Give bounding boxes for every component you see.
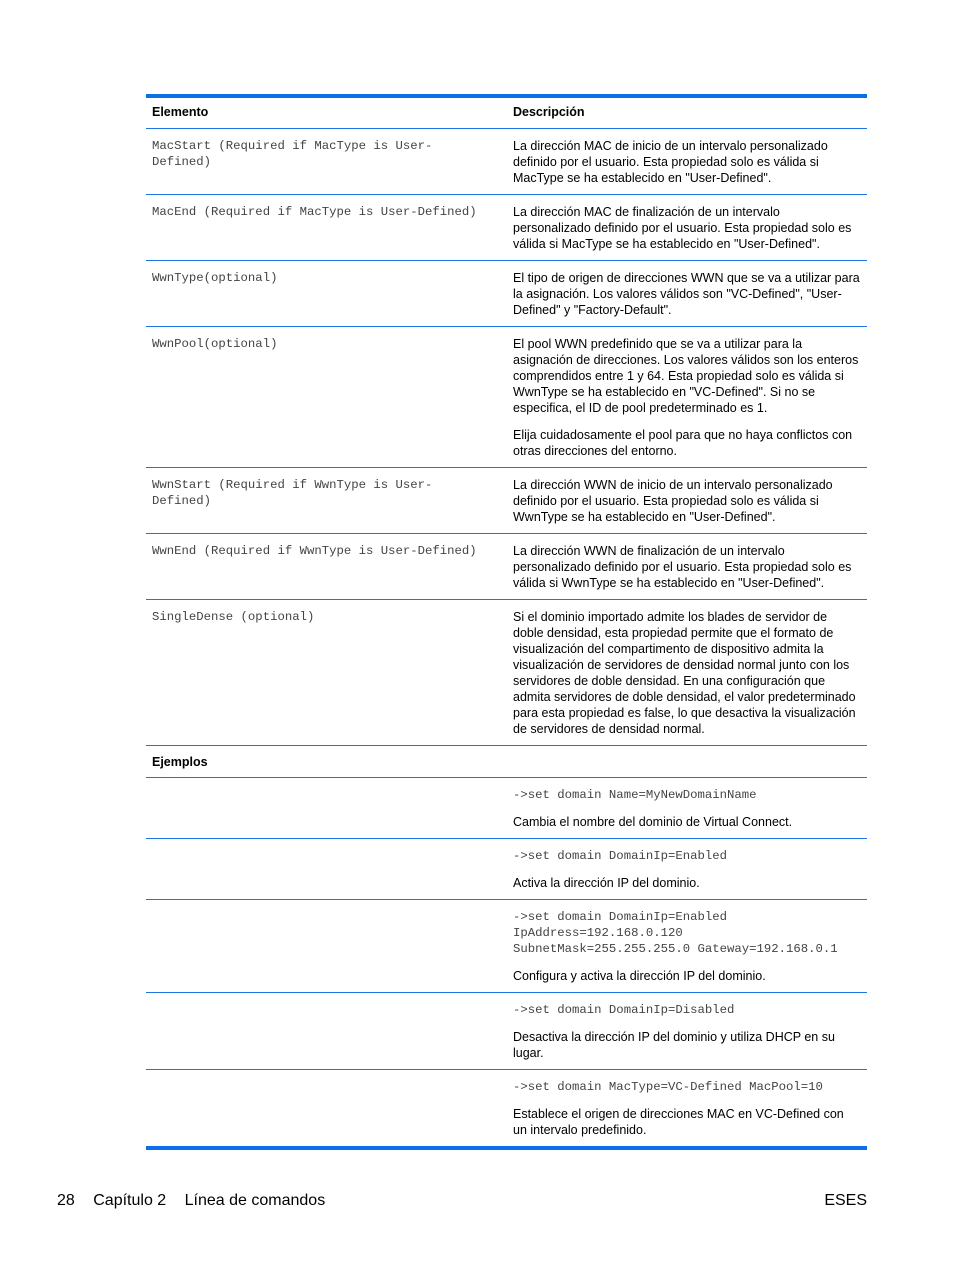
example-row [146, 900, 867, 993]
examples-heading: Ejemplos [152, 755, 208, 769]
page-number: 28 [57, 1192, 75, 1209]
example-description: Cambia el nombre del dominio de Virtual Connect. [513, 815, 793, 829]
description-paragraph: El tipo de origen de direcciones WWN que se va a utilizar para la asignación. Los valores válidos son "VC-Defined", "User-Defined" y "Factory-Default". [513, 271, 860, 317]
table-row [146, 534, 867, 600]
property-name: WwnPool(optional) [152, 337, 278, 351]
table-row [146, 600, 867, 746]
header-element: Elemento [152, 105, 209, 119]
property-description [507, 261, 867, 326]
example-command: ->set domain Name=MyNewDomainName [513, 788, 757, 802]
property-name: SingleDense (optional) [152, 610, 315, 624]
example-row [146, 1070, 867, 1146]
property-name: MacStart (Required if MacType is User- Defined) [152, 139, 433, 169]
example-empty-cell [146, 900, 507, 992]
description-paragraph: Elija cuidadosamente el pool para que no haya conflictos con otras direcciones del entorno. [513, 428, 853, 458]
property-name: MacEnd (Required if MacType is User-Defined) [152, 205, 477, 219]
example-description: Configura y activa la dirección IP del dominio. [513, 969, 766, 983]
example-empty-cell [146, 778, 507, 838]
example-row [146, 839, 867, 900]
table-row [146, 261, 867, 327]
property-description [507, 468, 867, 533]
example-command: ->set domain DomainIp=Enabled IpAddress=192.168.0.120 SubnetMask=255.255.255.0 Gateway=192.168.0.1 [513, 910, 838, 956]
example-description: Establece el origen de direcciones MAC en VC-Defined con un intervalo predefinido. [513, 1107, 844, 1137]
description-paragraph: La dirección MAC de inicio de un intervalo personalizado definido por el usuario. Esta propiedad solo es válida si MacType se ha establecido en "User-Defined". [513, 139, 828, 185]
example-description: Desactiva la dirección IP del dominio y utiliza DHCP en su lugar. [513, 1030, 835, 1060]
table-row [146, 129, 867, 195]
property-table [146, 94, 867, 1150]
example-cell [507, 900, 867, 992]
description-paragraph: La dirección WWN de finalización de un intervalo personalizado definido por el usuario. Esta propiedad solo es válida si WwnType se ha establecido en "User-Defined". [513, 544, 852, 590]
property-description [507, 327, 867, 467]
example-command: ->set domain DomainIp=Disabled [513, 1003, 735, 1017]
description-paragraph: La dirección MAC de finalización de un intervalo personalizado definido por el usuario. Esta propiedad solo es válida si MacType se ha establecido en "User-Defined". [513, 205, 852, 251]
description-paragraph: Si el dominio importado admite los blades de servidor de doble densidad, esta propiedad permite que el formato de visualización del compartimento de dispositivo admita la visualización de servidores de densidad normal junto con los servidores de doble densidad. En una configuración que admita servidores de doble densidad, el valor predeterminado para esta propiedad es false, lo que desactiva la visualización de servidores de densidad normal. [513, 610, 856, 736]
example-cell [507, 1070, 867, 1146]
example-empty-cell [146, 839, 507, 899]
example-command: ->set domain DomainIp=Enabled [513, 849, 728, 863]
example-cell [507, 993, 867, 1069]
chapter-label: Capítulo 2 [93, 1192, 167, 1209]
examples-heading-spacer [507, 746, 867, 777]
description-paragraph: La dirección WWN de inicio de un intervalo personalizado definido por el usuario. Esta propiedad solo es válida si WwnType se ha establecido en "User-Defined". [513, 478, 833, 524]
header-description: Descripción [513, 105, 585, 119]
property-name: WwnType(optional) [152, 271, 278, 285]
property-name: WwnStart (Required if WwnType is User- Defined) [152, 478, 433, 508]
example-empty-cell [146, 1070, 507, 1146]
description-paragraph: El pool WWN predefinido que se va a utilizar para la asignación de direcciones. Los valores válidos son los enteros comprendidos entre 1 y 64. Esta propiedad solo es válida si WwnType se ha establecido en "VC-Defined". Si no se especifica, el ID de pool predeterminado es 1. [513, 337, 859, 415]
footer-left [57, 1192, 339, 1210]
table-row [146, 327, 867, 468]
property-name: WwnEnd (Required if WwnType is User-Defined) [152, 544, 477, 558]
example-row [146, 993, 867, 1070]
example-row [146, 778, 867, 839]
example-cell [507, 839, 867, 899]
example-command: ->set domain MacType=VC-Defined MacPool=10 [513, 1080, 823, 1094]
property-description [507, 195, 867, 260]
examples-section-row [146, 746, 867, 778]
table-row [146, 468, 867, 534]
table-header-row [146, 98, 867, 129]
locale-code: ESES [824, 1192, 867, 1209]
example-cell [507, 778, 867, 838]
example-description: Activa la dirección IP del dominio. [513, 876, 700, 890]
property-description [507, 600, 867, 745]
example-empty-cell [146, 993, 507, 1069]
table-row [146, 195, 867, 261]
chapter-title: Línea de comandos [184, 1192, 326, 1209]
property-description [507, 129, 867, 194]
property-description [507, 534, 867, 599]
page-footer [57, 1192, 867, 1210]
